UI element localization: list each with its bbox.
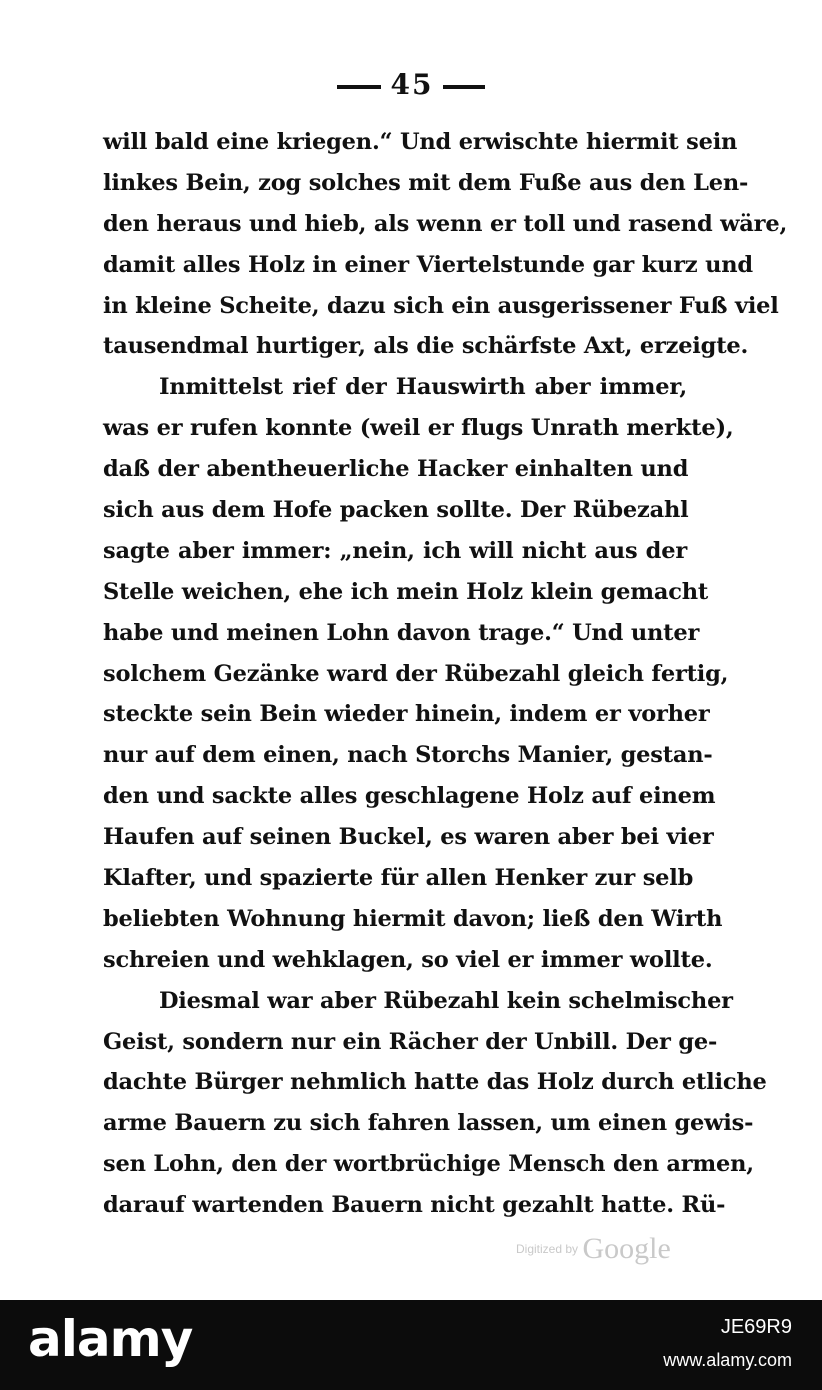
text-line: arme Bauern zu sich fahren lassen, um einen gewis-: [103, 1110, 754, 1137]
text-line: Inmittelst rief der Hauswirth aber immer,: [159, 374, 687, 401]
watermark-brand: Google: [582, 1232, 671, 1265]
text-line: darauf wartenden Bauern nicht gezahlt hatte. Rü-: [103, 1192, 726, 1219]
google-watermark: [516, 1232, 671, 1266]
text-line: steckte sein Bein wieder hinein, indem er vorher: [103, 701, 710, 728]
text-line: sich aus dem Hofe packen sollte. Der Rübezahl: [103, 497, 689, 524]
text-line: tausendmal hurtiger, als die schärfste Axt, erzeigte.: [103, 333, 749, 360]
text-line: was er rufen konnte (weil er flugs Unrath merkte),: [103, 415, 734, 442]
text-line: Geist, sondern nur ein Rächer der Unbill. Der ge-: [103, 1028, 718, 1055]
text-line: dachte Bürger nehmlich hatte das Holz durch etliche: [103, 1069, 767, 1096]
text-line: habe und meinen Lohn davon trage.“ Und unter: [103, 619, 700, 646]
text-line: sen Lohn, den der wortbrüchige Mensch den armen,: [103, 1151, 754, 1178]
text-line: nur auf dem einen, nach Storchs Manier, gestan-: [103, 742, 713, 769]
text-line: solchem Gezänke ward der Rübezahl gleich fertig,: [103, 660, 729, 687]
watermark-prefix: Digitized by: [516, 1242, 579, 1256]
text-line: Haufen auf seinen Buckel, es waren aber bei vier: [103, 824, 714, 851]
page-header: [0, 68, 822, 101]
header-dash-right: [443, 85, 485, 89]
banner-url: www.alamy.com: [663, 1350, 792, 1370]
text-line: linkes Bein, zog solches mit dem Fuße aus den Len-: [103, 169, 749, 196]
text-line: Diesmal war aber Rübezahl kein schelmischer: [159, 987, 733, 1014]
text-line: will bald eine kriegen.“ Und erwischte hiermit sein: [103, 129, 738, 155]
text-line: den und sackte alles geschlagene Holz auf einem: [103, 783, 716, 810]
header-dash-left: [337, 85, 381, 89]
stock-banner: [0, 1300, 822, 1390]
text-line: damit alles Holz in einer Viertelstunde gar kurz und: [103, 251, 753, 278]
page-body-text: [103, 122, 788, 1226]
banner-logo: alamy: [28, 1310, 193, 1368]
text-line: Stelle weichen, ehe ich mein Holz klein gemacht: [103, 578, 709, 605]
text-line: schreien und wehklagen, so viel er immer wollte.: [103, 946, 713, 973]
text-line: daß der abentheuerliche Hacker einhalten und: [103, 456, 689, 483]
text-line: sagte aber immer: „nein, ich will nicht aus der: [103, 537, 687, 564]
text-line: in kleine Scheite, dazu sich ein ausgerissener Fuß viel: [103, 292, 779, 319]
text-line: Klafter, und spazierte für allen Henker zur selb: [103, 865, 694, 892]
page-number: 45: [390, 68, 434, 101]
text-line: den heraus und hieb, als wenn er toll und rasend wäre,: [103, 210, 788, 237]
text-line: beliebten Wohnung hiermit davon; ließ den Wirth: [103, 905, 723, 932]
banner-image-id: JE69R9: [720, 1316, 792, 1338]
